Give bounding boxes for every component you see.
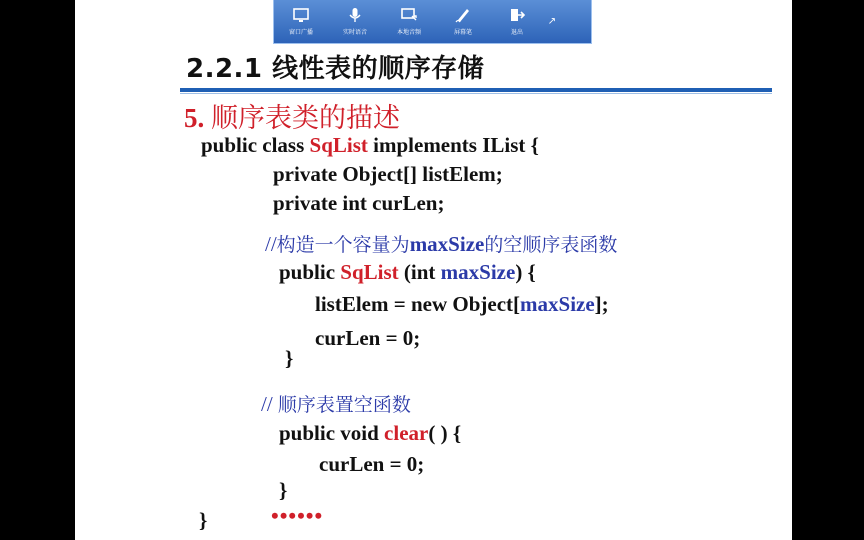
- slide-title: 2.2.1 线性表的顺序存储: [186, 54, 485, 84]
- code-line-class-decl: [201, 133, 539, 158]
- pen-icon: [454, 6, 472, 24]
- window-broadcast-label: 窗口广播: [288, 29, 313, 36]
- comment-param: maxSize: [409, 232, 485, 256]
- code-line-curLen-init: curLen = 0;: [315, 326, 421, 350]
- microphone-icon: [346, 6, 364, 24]
- param-name: maxSize: [520, 292, 595, 316]
- method-name: clear: [384, 421, 429, 445]
- comment-text: 顺序表置空函数: [277, 394, 411, 416]
- comment-slash: //: [261, 392, 278, 416]
- class-name: SqList: [309, 133, 368, 157]
- code-line-close-class: }: [199, 508, 208, 532]
- code-line-field-curLen: private int curLen;: [273, 191, 445, 215]
- code-keyword: public void: [279, 421, 385, 445]
- code-line-clear-sig: [279, 421, 461, 446]
- screen-pen-button[interactable]: [436, 0, 490, 42]
- title-underline-thin: [180, 93, 772, 94]
- comment-slash: //: [265, 232, 277, 256]
- code-keyword: public: [279, 260, 341, 284]
- code-comment-constructor: [265, 230, 617, 257]
- code-line-field-listElem: private Object[] listElem;: [273, 162, 503, 186]
- section-heading: [184, 96, 400, 135]
- live-voice-button[interactable]: [328, 0, 382, 42]
- ellipsis-dots: ••••••: [271, 503, 324, 528]
- local-audio-label: 本地音频: [396, 29, 421, 36]
- window-broadcast-button[interactable]: [274, 0, 328, 42]
- pin-toolbar-button[interactable]: [544, 0, 560, 42]
- local-audio-icon: [400, 6, 418, 24]
- code-line-close-clear: }: [279, 478, 288, 502]
- exit-icon: [508, 6, 526, 24]
- code-text: implements IList {: [367, 133, 539, 157]
- code-line-close-constructor: }: [285, 346, 294, 370]
- code-line-alloc: [315, 292, 609, 317]
- comment-text: 的空顺序表函数: [484, 234, 618, 256]
- screen-pen-label: 屏幕笔: [453, 29, 472, 36]
- code-text: listElem = new Object[: [315, 292, 521, 316]
- code-text: ( ) {: [428, 421, 462, 445]
- code-text: ];: [594, 292, 609, 316]
- code-line-curLen-reset: curLen = 0;: [319, 452, 425, 476]
- pin-icon: ↗: [547, 15, 557, 27]
- section-number: 5.: [184, 103, 205, 133]
- code-text: (int: [398, 260, 441, 284]
- window-broadcast-icon: [292, 6, 310, 24]
- code-comment-clear: [261, 390, 411, 417]
- exit-label: 退出: [510, 29, 523, 36]
- code-line-constructor-sig: [279, 260, 536, 285]
- live-voice-label: 实时语音: [342, 29, 367, 36]
- param-name: maxSize: [440, 260, 516, 284]
- comment-text: 构造一个容量为: [276, 234, 410, 256]
- code-text: ) {: [515, 260, 536, 284]
- broadcast-toolbar: [273, 0, 592, 44]
- code-keyword: public class: [201, 133, 310, 157]
- title-underline: [180, 88, 772, 92]
- right-black-bar: [792, 0, 864, 540]
- constructor-name: SqList: [340, 260, 399, 284]
- section-title-text: 顺序表类的描述: [211, 103, 400, 134]
- exit-button[interactable]: [490, 0, 544, 42]
- local-audio-button[interactable]: [382, 0, 436, 42]
